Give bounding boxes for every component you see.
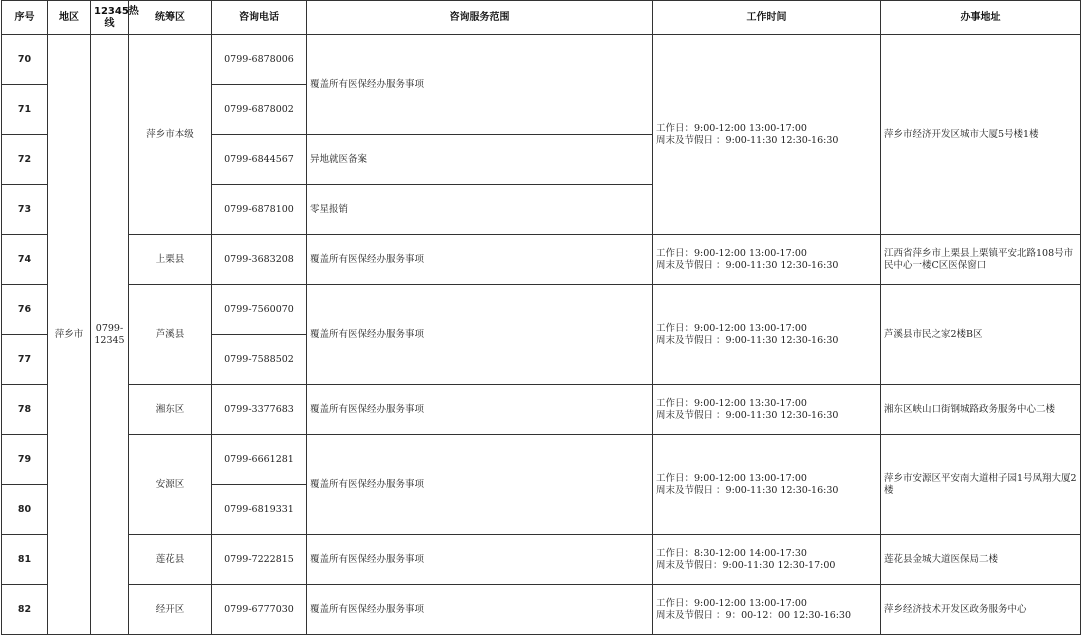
seq-cell: 77 <box>2 335 48 385</box>
address-cell: 萍乡经济技术开发区政务服务中心 <box>881 585 1081 635</box>
address-line1: 萍乡市安源区平安南大道柑子园1号凤翔大厦2 <box>884 472 1077 484</box>
address-line1: 江西省萍乡市上栗县上栗镇平安北路108号市 <box>884 247 1074 259</box>
phone-cell: 0799-6878002 <box>212 85 307 135</box>
region-cell: 萍乡市 <box>48 35 91 635</box>
scope-cell: 覆盖所有医保经办服务事项 <box>307 285 653 385</box>
hours-weekday: 工作日：9:00-12:00 13:00-17:00 <box>656 597 807 609</box>
address-line2: 楼 <box>884 484 894 496</box>
scope-cell: 覆盖所有医保经办服务事项 <box>307 535 653 585</box>
address-line2: 民中心一楼C区医保窗口 <box>884 259 987 271</box>
hours-cell <box>653 585 881 635</box>
hours-weekday: 工作日：9:00-12:00 13:00-17:00 <box>656 322 807 334</box>
seq-cell: 73 <box>2 185 48 235</box>
district-cell: 萍乡市本级 <box>129 35 212 235</box>
seq-cell: 80 <box>2 485 48 535</box>
scope-cell: 覆盖所有医保经办服务事项 <box>307 35 653 135</box>
hotline-line1: 0799- <box>95 322 124 334</box>
hours-cell <box>653 235 881 285</box>
hours-weekend: 周末及节假日 ：9:00-11:30 12:30-16:30 <box>656 409 839 421</box>
hours-weekday: 工作日：9:00-12:00 13:30-17:00 <box>656 397 807 409</box>
address-cell: 湘东区峡山口街钢城路政务服务中心二楼 <box>881 385 1081 435</box>
district-cell: 上栗县 <box>129 235 212 285</box>
header-region: 地区 <box>48 1 91 35</box>
table-row <box>2 35 1081 85</box>
address-cell <box>881 435 1081 535</box>
header-hotline-line2: 线 <box>104 17 115 29</box>
header-hotline <box>91 1 139 35</box>
seq-cell: 72 <box>2 135 48 185</box>
phone-cell: 0799-7222815 <box>212 535 307 585</box>
hours-weekend: 周末及节假日 ：9：00-12：00 12:30-16:30 <box>656 609 852 621</box>
phone-cell: 0799-6777030 <box>212 585 307 635</box>
scope-cell: 覆盖所有医保经办服务事项 <box>307 585 653 635</box>
district-cell: 莲花县 <box>129 535 212 585</box>
scope-cell: 覆盖所有医保经办服务事项 <box>307 235 653 285</box>
hotline-cell <box>91 35 129 635</box>
phone-cell: 0799-3683208 <box>212 235 307 285</box>
header-scope: 咨询服务范围 <box>307 1 653 35</box>
header-hours: 工作时间 <box>653 1 881 35</box>
header-phone: 咨询电话 <box>212 1 307 35</box>
hours-weekday: 工作日：8:30-12:00 14:00-17:30 <box>656 547 807 559</box>
phone-cell: 0799-6844567 <box>212 135 307 185</box>
hours-cell <box>653 35 881 235</box>
address-cell <box>881 235 1081 285</box>
seq-cell: 76 <box>2 285 48 335</box>
hotline-line2: 12345 <box>94 334 125 346</box>
district-cell: 芦溪县 <box>129 285 212 385</box>
district-cell: 湘东区 <box>129 385 212 435</box>
scope-cell: 覆盖所有医保经办服务事项 <box>307 435 653 535</box>
scope-cell: 零星报销 <box>307 185 653 235</box>
hours-weekday: 工作日：9:00-12:00 13:00-17:00 <box>656 472 807 484</box>
phone-cell: 0799-7560070 <box>212 285 307 335</box>
header-address: 办事地址 <box>881 1 1081 35</box>
address-cell: 萍乡市经济开发区城市大厦5号楼1楼 <box>881 35 1081 235</box>
table-row <box>2 235 1081 285</box>
hours-cell <box>653 385 881 435</box>
table-row <box>2 435 1081 485</box>
district-cell: 经开区 <box>129 585 212 635</box>
hours-weekend: 周末及节假日 ：9:00-11:30 12:30-16:30 <box>656 484 839 496</box>
phone-cell: 0799-7588502 <box>212 335 307 385</box>
header-district: 统筹区 <box>129 1 212 35</box>
seq-cell: 79 <box>2 435 48 485</box>
hours-weekend: 周末及节假日：9:00-11:30 12:30-17:00 <box>656 559 836 571</box>
phone-cell: 0799-3377683 <box>212 385 307 435</box>
seq-cell: 71 <box>2 85 48 135</box>
table-header-row <box>2 1 1081 35</box>
seq-cell: 81 <box>2 535 48 585</box>
hours-weekend: 周末及节假日 ：9:00-11:30 12:30-16:30 <box>656 334 839 346</box>
header-hotline-line1: 12345热 <box>94 5 139 17</box>
hours-cell <box>653 435 881 535</box>
hours-weekend: 周末及节假日 ：9:00-11:30 12:30-16:30 <box>656 259 839 271</box>
seq-cell: 78 <box>2 385 48 435</box>
seq-cell: 74 <box>2 235 48 285</box>
phone-cell: 0799-6661281 <box>212 435 307 485</box>
address-cell: 莲花县金城大道医保局二楼 <box>881 535 1081 585</box>
phone-cell: 0799-6878006 <box>212 35 307 85</box>
hours-weekday: 工作日：9:00-12:00 13:00-17:00 <box>656 247 807 259</box>
address-cell: 芦溪县市民之家2楼B区 <box>881 285 1081 385</box>
hours-weekday: 工作日：9:00-12:00 13:00-17:00 <box>656 122 807 134</box>
table-row <box>2 535 1081 585</box>
seq-cell: 70 <box>2 35 48 85</box>
phone-cell: 0799-6878100 <box>212 185 307 235</box>
hours-cell <box>653 535 881 585</box>
phone-cell: 0799-6819331 <box>212 485 307 535</box>
hours-weekend: 周末及节假日 ：9:00-11:30 12:30-16:30 <box>656 134 839 146</box>
service-table <box>1 0 1081 635</box>
table-row <box>2 285 1081 335</box>
table-row <box>2 585 1081 635</box>
hours-cell <box>653 285 881 385</box>
table-row <box>2 385 1081 435</box>
seq-cell: 82 <box>2 585 48 635</box>
scope-cell: 覆盖所有医保经办服务事项 <box>307 385 653 435</box>
scope-cell: 异地就医备案 <box>307 135 653 185</box>
header-seq: 序号 <box>2 1 48 35</box>
district-cell: 安源区 <box>129 435 212 535</box>
